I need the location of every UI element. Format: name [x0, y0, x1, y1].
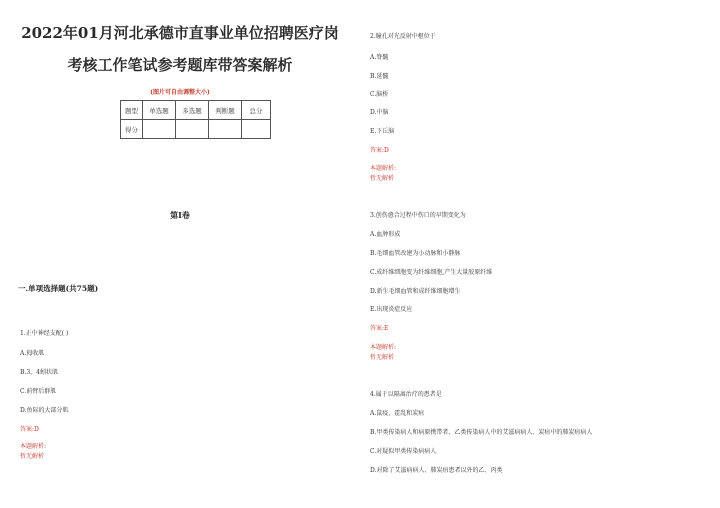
question-option: A.拇收肌 — [20, 350, 45, 357]
explanation-label: 本题解析: — [370, 344, 397, 351]
question-option: A.脊髓 — [370, 54, 389, 61]
question-stem: 1.正中神经支配( ) — [20, 330, 69, 337]
question-option: C.对疑似甲类传染病病人 — [370, 448, 437, 455]
question-option: D.中脑 — [370, 109, 389, 116]
explanation-label: 本题解析: — [20, 443, 47, 450]
question-option: C.前臂后群肌 — [20, 388, 57, 395]
explanation-text: 暂无解析 — [370, 354, 395, 361]
score-table-score-row — [121, 120, 271, 139]
question-option: B.毛细血管改建为小动脉和小静脉 — [370, 250, 461, 257]
score-table-header: 题型 — [121, 101, 143, 120]
question-option: D.新生毛细血管和成纤维细胞增生 — [370, 288, 461, 295]
question-option: B.3、4蚓状肌 — [20, 369, 58, 376]
score-table-header: 单选题 — [143, 101, 176, 120]
question-option: C.脑桥 — [370, 91, 389, 98]
score-row-label: 得分 — [121, 120, 143, 139]
score-table-header-row — [121, 101, 271, 120]
question-stem: 3.创伤愈合过程中伤口的早期变化为 — [370, 212, 466, 219]
question-option: D.鱼际的大部分肌 — [20, 407, 69, 414]
question-option: A.鼠疫、霍乱和炭疽 — [370, 410, 425, 417]
document-title-line2: 考核工作笔试参考题库带答案解析 — [67, 56, 293, 74]
score-cell — [209, 120, 242, 139]
answer-line: 答案:D — [20, 426, 39, 433]
score-table-header: 总分 — [242, 101, 271, 120]
resize-note: (图片可自由调整大小) — [150, 89, 210, 96]
score-cell — [143, 120, 176, 139]
right-column — [360, 0, 720, 508]
volume-heading: 第I卷 — [170, 210, 190, 220]
explanation-label: 本题解析: — [370, 165, 397, 172]
score-cell — [242, 120, 271, 139]
question-option: E.下丘脑 — [370, 128, 395, 135]
question-stem: 4.属于以隔离治疗的患者是 — [370, 391, 442, 398]
question-option: A.血肿形成 — [370, 231, 401, 238]
score-table-header: 判断题 — [209, 101, 242, 120]
question-stem: 2.瞳孔对光反射中枢位于 — [370, 33, 436, 40]
question-option: B.延髓 — [370, 73, 389, 80]
document-title-line1: 2022年01月河北承德市直事业单位招聘医疗岗 — [21, 24, 339, 42]
score-cell — [176, 120, 209, 139]
question-option: E.出现炎症反应 — [370, 306, 413, 313]
section-heading: 一.单项选择题(共75题) — [18, 284, 99, 293]
score-table — [120, 100, 271, 139]
answer-line: 答案:D — [370, 147, 389, 154]
answer-line: 答案:E — [370, 325, 389, 332]
explanation-text: 暂无解析 — [20, 453, 45, 460]
question-option: D.对除了艾滋病病人、肺炭疽患者以外的乙、丙类 — [370, 467, 503, 474]
question-option: B.甲类传染病人和病原携带者、乙类传染病人中的艾滋病病人、炭疽中的肺炭疽病人 — [370, 429, 593, 436]
explanation-text: 暂无解析 — [370, 175, 395, 182]
score-table-header: 多选题 — [176, 101, 209, 120]
question-option: C.成纤维细胞变为纤维细胞,产生大量胶原纤维 — [370, 269, 493, 276]
